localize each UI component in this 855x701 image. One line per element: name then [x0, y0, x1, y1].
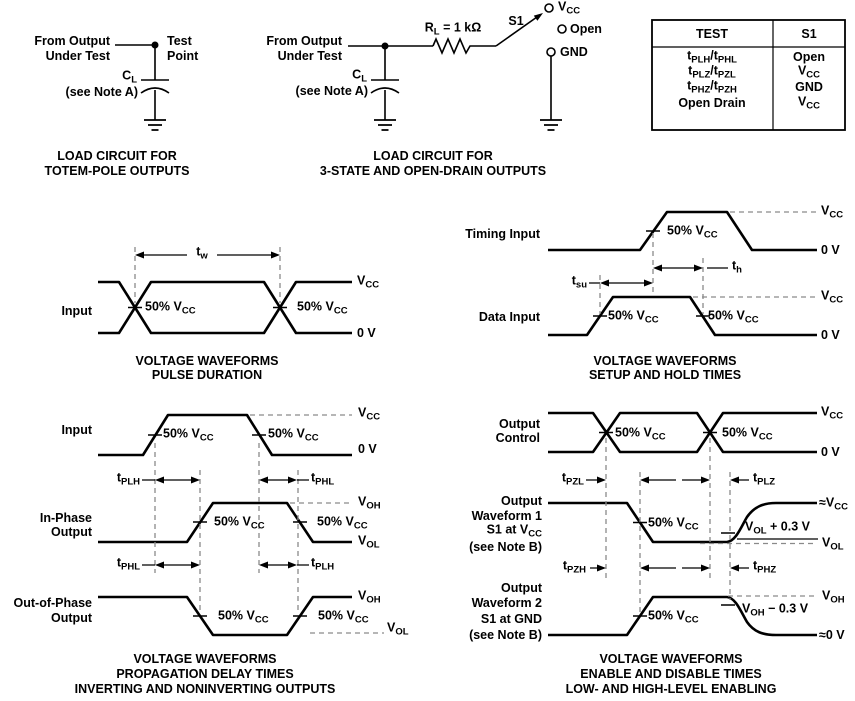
- cc: CC: [254, 614, 269, 626]
- arrowhead: [155, 477, 164, 484]
- fifty-pct-vcc-label: [317, 515, 368, 531]
- voh-level-label: [358, 495, 381, 511]
- cc: CC: [250, 520, 265, 532]
- fifty-pct-vcc-label: [667, 224, 718, 240]
- pulse-caption-1: VOLTAGE WAVEFORMS: [135, 353, 279, 368]
- circuit2-caption-2: 3-STATE AND OPEN-DRAIN OUTPUTS: [319, 163, 547, 178]
- cc: CC: [703, 229, 718, 241]
- tphl-label: [311, 471, 334, 487]
- zero-v-level-label: 0 V: [357, 325, 376, 340]
- open-terminal-label: Open: [570, 21, 602, 36]
- v: V: [797, 63, 807, 78]
- waveform2-note: (see Note B): [469, 627, 542, 642]
- phz: PHZ: [757, 564, 777, 576]
- cc: CC: [199, 432, 214, 444]
- output-control-label2: Control: [495, 430, 540, 445]
- table-row3-value: GND: [795, 79, 823, 94]
- zero-v-level-label: 0 V: [821, 444, 840, 459]
- rl-base: R: [424, 20, 434, 35]
- cl-base: C: [352, 67, 362, 82]
- p: 50% V: [648, 608, 685, 623]
- node-dot: [382, 43, 389, 50]
- arrowhead: [155, 562, 164, 569]
- ol: OL: [830, 541, 844, 553]
- s1-label: S1: [508, 13, 524, 28]
- resistor-symbol: [433, 39, 472, 53]
- test-point-label: Test: [167, 33, 192, 48]
- prop-caption-1: VOLTAGE WAVEFORMS: [133, 651, 277, 666]
- s1v: S1 at V: [486, 522, 529, 537]
- cc: CC: [353, 520, 368, 532]
- cc: CC: [829, 410, 844, 422]
- cc: CC: [304, 432, 319, 444]
- t: t: [732, 258, 737, 273]
- table-row4-value: [798, 95, 820, 111]
- t2: /t: [710, 48, 718, 63]
- waveform2-label2: Waveform 2: [471, 595, 542, 610]
- ground-symbol: [374, 120, 396, 130]
- vol-level-label: [822, 536, 844, 552]
- t1: t: [687, 78, 692, 93]
- table-header-s1: S1: [801, 26, 817, 41]
- table-row3-test: [687, 79, 737, 95]
- arrowhead: [640, 565, 649, 572]
- prop-input-label: Input: [61, 422, 92, 437]
- ol: OL: [366, 539, 380, 551]
- circuit2-wires: [348, 46, 551, 120]
- tsu-th-arrow-lines: [589, 268, 728, 283]
- t: t: [753, 470, 758, 485]
- arrowhead: [644, 280, 653, 287]
- enable-caption-1: VOLTAGE WAVEFORMS: [599, 651, 743, 666]
- p: 50% V: [163, 426, 200, 441]
- t: t: [562, 558, 567, 573]
- t: t: [196, 244, 201, 259]
- vcc-level-label: [821, 289, 843, 305]
- vcc-level-label: [358, 406, 380, 422]
- fifty-pct-vcc-label: [708, 309, 759, 325]
- cl-sub: L: [131, 74, 137, 86]
- switch-arrowhead: [534, 13, 543, 21]
- fifty-pct-vcc-label: [648, 516, 699, 532]
- t1: t: [687, 48, 692, 63]
- cl-label: [352, 68, 367, 84]
- cc: CC: [806, 100, 821, 112]
- plz: PLZ: [757, 476, 776, 488]
- fifty-pct-vcc-label: [722, 426, 773, 442]
- tpzl-label: [562, 471, 584, 487]
- v: V: [357, 273, 366, 288]
- table-row4-test: Open Drain: [678, 95, 746, 110]
- vcc-level-label: [357, 274, 379, 290]
- t: t: [311, 470, 316, 485]
- circuit1-caption-2: TOTEM-POLE OUTPUTS: [44, 163, 190, 178]
- p: 50% V: [615, 425, 652, 440]
- t: t: [116, 555, 121, 570]
- from-output-label: From Output: [266, 33, 342, 48]
- t2: /t: [710, 78, 718, 93]
- ground-symbol: [540, 120, 562, 130]
- from-output-label: From Output: [34, 33, 110, 48]
- output-control-wave-b: [548, 413, 817, 452]
- fifty-pct-ticks: [593, 231, 710, 316]
- t2: /t: [710, 63, 718, 78]
- zero-v-level-label: 0 V: [821, 327, 840, 342]
- p: 50% V: [297, 299, 334, 314]
- arrowhead: [730, 565, 739, 572]
- t: t: [571, 273, 576, 288]
- cc: CC: [744, 314, 759, 326]
- fifty-pct-vcc-label: [163, 427, 214, 443]
- arrowhead: [701, 565, 710, 572]
- arrowhead: [288, 562, 297, 569]
- under-test-label: Under Test: [45, 48, 110, 63]
- fifty-pct-vcc-label: [615, 426, 666, 442]
- oh: OH: [366, 594, 381, 606]
- terminal-gnd: [547, 48, 555, 56]
- vcc-level-label: [821, 204, 843, 220]
- arrowhead: [288, 477, 297, 484]
- cc: CC: [684, 614, 699, 626]
- phl: PHL: [121, 561, 140, 573]
- arrowhead: [640, 477, 649, 484]
- approx-vcc-level-label: [819, 496, 848, 512]
- see-note-a-label: (see Note A): [295, 83, 368, 98]
- v: V: [358, 494, 367, 509]
- v: V: [821, 404, 830, 419]
- tw-label: [196, 245, 208, 261]
- plus: + 0.3 V: [766, 519, 810, 534]
- tphz-label: [753, 559, 776, 575]
- zero-v-level-label: 0 V: [821, 242, 840, 257]
- t: t: [561, 470, 567, 485]
- fifty-pct-vcc-label: [218, 609, 269, 625]
- cc: CC: [644, 314, 659, 326]
- cc: CC: [365, 279, 380, 291]
- table-row1-value: Open: [793, 49, 825, 64]
- circuit1-caption-1: LOAD CIRCUIT FOR: [57, 148, 177, 163]
- table-row2-value: [798, 64, 820, 80]
- cc: CC: [651, 431, 666, 443]
- th-label: [732, 259, 742, 275]
- arrowhead: [259, 562, 268, 569]
- oh: OH: [830, 594, 845, 606]
- s2: PHL: [717, 54, 737, 66]
- cc: CC: [829, 209, 844, 221]
- v: V: [821, 203, 830, 218]
- cc: CC: [806, 69, 821, 81]
- av: ≈V: [819, 495, 835, 510]
- arrowhead: [653, 265, 662, 272]
- p: 50% V: [708, 308, 745, 323]
- cc: CC: [684, 521, 699, 533]
- arrowhead: [191, 477, 200, 484]
- arrowhead-left: [135, 252, 144, 259]
- vcc-base: V: [558, 0, 567, 14]
- cl-label: [122, 69, 137, 85]
- s1: PLZ: [692, 69, 711, 81]
- tplh-label: [117, 471, 140, 487]
- approx-0v-level-label: ≈0 V: [819, 627, 845, 642]
- data-input-label: Data Input: [478, 309, 540, 324]
- arrowhead-right: [271, 252, 280, 259]
- v: V: [821, 288, 830, 303]
- arrowhead: [701, 477, 710, 484]
- rl-sub: L: [433, 26, 440, 38]
- voh-level-label: [358, 589, 381, 605]
- tplz-label: [753, 471, 775, 487]
- t: t: [753, 558, 758, 573]
- s1: PLH: [691, 54, 711, 66]
- under-test-label: Under Test: [277, 48, 342, 63]
- v: V: [742, 601, 751, 616]
- s2: PZL: [717, 69, 736, 81]
- h: h: [736, 264, 742, 276]
- p: 50% V: [145, 299, 182, 314]
- waveform1-label3: [487, 523, 542, 539]
- s2: PZH: [717, 84, 737, 96]
- enable-caption-2: ENABLE AND DISABLE TIMES: [580, 666, 762, 681]
- ol: OL: [753, 525, 767, 537]
- ol: OL: [395, 626, 409, 638]
- v: V: [797, 94, 807, 109]
- arrowhead: [600, 280, 609, 287]
- oh: OH: [750, 607, 765, 619]
- waveform2-label3: S1 at GND: [480, 611, 542, 626]
- fifty-pct-vcc-label: [297, 300, 348, 316]
- arrowhead: [259, 477, 268, 484]
- plh: PLH: [121, 476, 140, 488]
- oh: OH: [366, 500, 381, 512]
- fifty-pct-vcc-label: [145, 300, 196, 316]
- cc: CC: [829, 294, 844, 306]
- arrowhead: [191, 562, 200, 569]
- see-note-a-label: (see Note A): [65, 84, 138, 99]
- minus: − 0.3 V: [764, 601, 809, 616]
- v: V: [358, 588, 367, 603]
- output-control-label: Output: [499, 416, 540, 431]
- gnd-terminal-label: GND: [560, 44, 588, 59]
- p: 50% V: [214, 514, 251, 529]
- vcc-level-label: [821, 405, 843, 421]
- waveform2-label: Output: [501, 580, 542, 595]
- zero-v-level-label: 0 V: [358, 441, 377, 456]
- t: t: [311, 555, 316, 570]
- p: 50% V: [667, 223, 704, 238]
- tpzh-label: [563, 559, 586, 575]
- arrowhead: [597, 565, 606, 572]
- rl-label: [425, 21, 482, 37]
- enable-caption-3: LOW- AND HIGH-LEVEL ENABLING: [565, 681, 777, 696]
- tphl-label: [117, 556, 140, 572]
- p: 50% V: [268, 426, 305, 441]
- pzl: PZL: [566, 476, 584, 488]
- fifty-pct-vcc-label: [648, 609, 699, 625]
- prop-caption-2: PROPAGATION DELAY TIMES: [116, 666, 294, 681]
- vcc-terminal-label: [558, 0, 580, 16]
- cc: CC: [758, 431, 773, 443]
- p: 50% V: [608, 308, 645, 323]
- terminal-open: [558, 25, 566, 33]
- p: 50% V: [218, 608, 255, 623]
- tplh-label: [311, 556, 334, 572]
- voh-level-label: [822, 589, 845, 605]
- cc: CC: [834, 501, 848, 513]
- plh: PLH: [315, 561, 335, 573]
- setup-caption-2: SETUP AND HOLD TIMES: [588, 367, 742, 382]
- waveform1-label2: Waveform 1: [471, 508, 542, 523]
- out-of-phase-label: Out-of-Phase: [13, 595, 92, 610]
- data-input-wave: [548, 297, 817, 335]
- arrowhead: [730, 477, 739, 484]
- vol-plus-03-label: [745, 520, 810, 536]
- fifty-pct-vcc-label: [268, 427, 319, 443]
- waveform1-note: (see Note B): [469, 539, 542, 554]
- pulse-input-label: Input: [61, 303, 92, 318]
- vol-level-label: [387, 621, 409, 637]
- p: 50% V: [648, 515, 685, 530]
- v: V: [387, 620, 396, 635]
- rl-value: = 1 kΩ: [439, 20, 482, 35]
- fifty-pct-vcc-label: [608, 309, 659, 325]
- output-control-wave-a: [548, 413, 817, 452]
- in-phase-label2: Output: [51, 524, 92, 539]
- pulse-duration-waveform: [98, 247, 352, 333]
- vol-level-label: [358, 534, 380, 550]
- arrowhead: [597, 477, 606, 484]
- v: V: [358, 405, 367, 420]
- w: w: [200, 250, 208, 262]
- test-point-node: [152, 42, 159, 49]
- cc: CC: [366, 411, 381, 423]
- tsu-label: [572, 274, 587, 290]
- p: 50% V: [722, 425, 759, 440]
- t1: t: [688, 63, 693, 78]
- v: V: [822, 535, 831, 550]
- in-phase-label: In-Phase: [39, 510, 92, 525]
- cc: CC: [354, 614, 369, 626]
- phl: PHL: [315, 476, 335, 488]
- timing-input-label: Timing Input: [465, 226, 540, 241]
- ground-symbol: [144, 120, 166, 130]
- v: V: [358, 533, 367, 548]
- table-header-test: TEST: [696, 26, 728, 41]
- voh-minus-03-label: [742, 602, 808, 618]
- circuit2-caption-1: LOAD CIRCUIT FOR: [373, 148, 493, 163]
- s1: PHZ: [691, 84, 711, 96]
- out-of-phase-label2: Output: [51, 610, 92, 625]
- cc: CC: [528, 528, 542, 540]
- cl-sub: L: [361, 73, 367, 85]
- prop-caption-3: INVERTING AND NONINVERTING OUTPUTS: [74, 681, 336, 696]
- arrowhead: [694, 265, 703, 272]
- vcc-sub: CC: [566, 5, 581, 17]
- p: 50% V: [318, 608, 355, 623]
- terminal-vcc: [545, 4, 553, 12]
- cc: CC: [333, 305, 348, 317]
- p: 50% V: [317, 514, 354, 529]
- setup-caption-1: VOLTAGE WAVEFORMS: [593, 353, 737, 368]
- v: V: [822, 588, 831, 603]
- fifty-pct-vcc-label: [318, 609, 369, 625]
- waveform1-label: Output: [501, 493, 542, 508]
- su: su: [575, 279, 587, 291]
- t: t: [116, 470, 121, 485]
- pulse-caption-2: PULSE DURATION: [151, 367, 263, 382]
- v: V: [745, 519, 754, 534]
- cc: CC: [181, 305, 196, 317]
- cl-base: C: [122, 68, 132, 83]
- fifty-pct-vcc-label: [214, 515, 265, 531]
- pzh: PZH: [567, 564, 586, 576]
- test-point-label2: Point: [167, 48, 199, 63]
